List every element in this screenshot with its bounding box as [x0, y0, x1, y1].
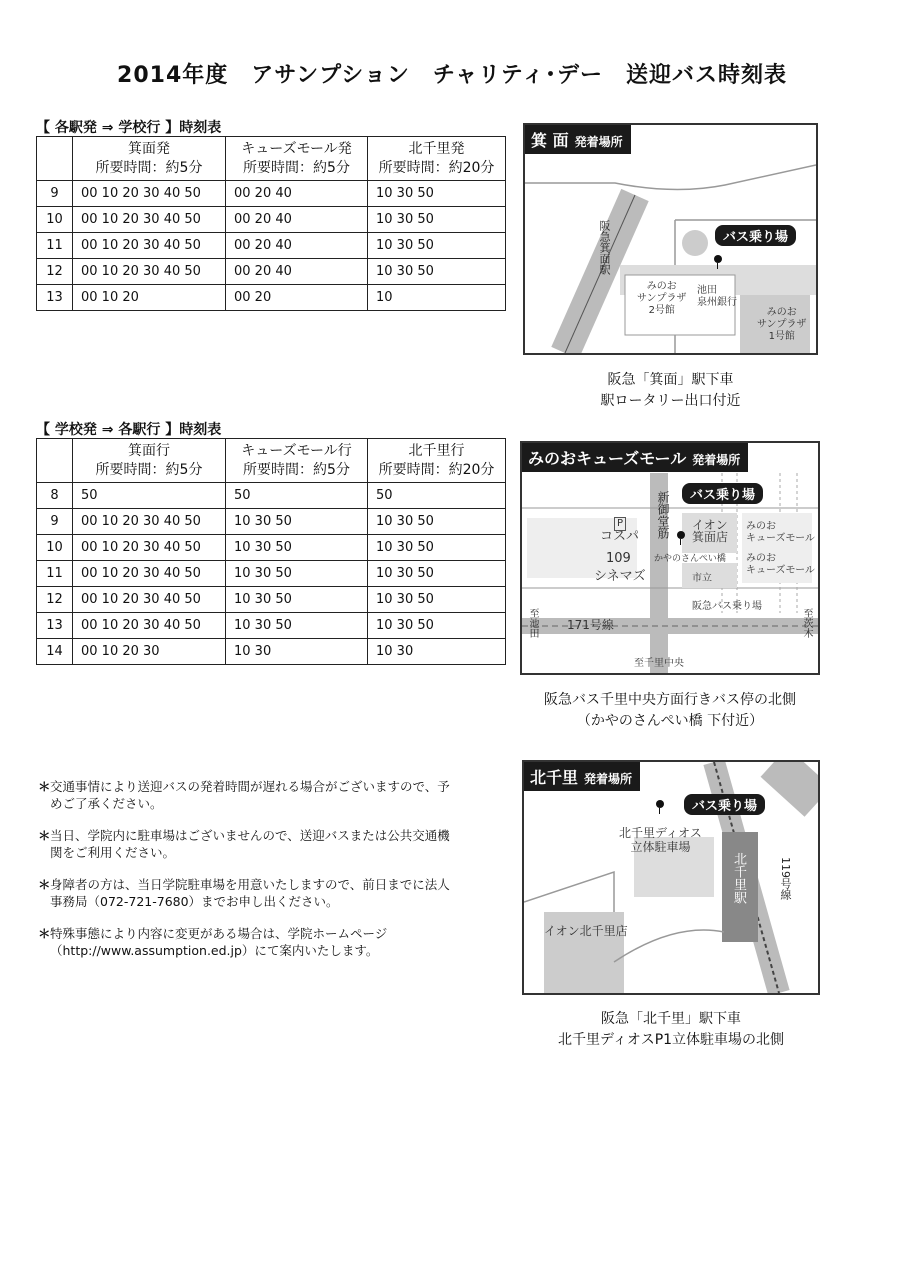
timetable-to-school: [36, 136, 506, 311]
station-label: 阪急箕面駅: [598, 220, 611, 275]
sunplaza1-label: みのお サンプラザ 1号館: [757, 307, 807, 342]
kitasenri-station-label: 北千里駅: [731, 852, 746, 904]
cospa-label: コスパ: [600, 529, 640, 544]
minoh-caption: 阪急「箕面」駅下車 駅ロータリー出口付近: [600, 372, 741, 409]
column-header: 箕面発 所要時間：約5分: [73, 137, 226, 181]
column-header: キューズモール行 所要時間：約5分: [226, 439, 368, 483]
aeon-kitasenri-label: イオン北千里店: [544, 924, 628, 938]
ibaraki-label: 至茨木: [801, 608, 812, 638]
column-header: 北千里発 所要時間：約20分: [368, 137, 506, 181]
qsmall-map-title: みのおキューズモール 発着場所: [522, 443, 748, 472]
table-row: 13 00 10 20 00 20 10: [37, 285, 506, 311]
bus-stop-pin-icon: [677, 531, 685, 539]
table-row: 8 50 50 50: [37, 483, 506, 509]
qsmall-caption: 阪急バス千里中央方面行きバス停の北側 （かやのさんぺい橋 下付近）: [544, 692, 796, 729]
table-header-row: [37, 137, 506, 181]
bus-stop-tag: バス乗り場: [682, 483, 763, 504]
bus-stop-tag: バス乗り場: [715, 225, 796, 246]
hankyu-bus-label: 阪急バス乗り場: [692, 601, 762, 612]
timetable-from-school: [36, 438, 506, 665]
bus-stop-tag: バス乗り場: [684, 794, 765, 815]
senri-label: 至千里中央: [634, 658, 684, 669]
kitasenri-map: [522, 760, 820, 995]
table-row: 9 00 10 20 30 40 50 10 30 50 10 30 50: [37, 509, 506, 535]
kitasenri-map-title: 北千里 発着場所: [524, 762, 640, 791]
note-item: ＊ 当日、学院内に駐車場はございませんので、送迎バスまたは公共交通機関をご利用ください。: [38, 828, 450, 860]
table-row: 14 00 10 20 30 10 30 10 30: [37, 639, 506, 665]
table-header-row: [37, 439, 506, 483]
parking-icon: P: [614, 517, 626, 531]
109-label: 109: [606, 551, 631, 566]
kitasenri-caption: 阪急「北千里」駅下車 北千里ディオスP1立体駐車場の北側: [557, 1011, 785, 1048]
route119-label: 119号線: [779, 857, 792, 900]
table-row: 13 00 10 20 30 40 50 10 30 50 10 30 50: [37, 613, 506, 639]
ikeda-label: 至池田: [527, 608, 538, 638]
sunplaza2-label: みのお サンプラザ 2号館: [637, 281, 687, 316]
column-header: 箕面行 所要時間：約5分: [73, 439, 226, 483]
minoh-map: [523, 123, 818, 355]
bank-label: 池田 泉州銀行: [697, 285, 737, 308]
bus-stop-pin-icon: [714, 255, 722, 263]
table-row: 11 00 10 20 30 40 50 10 30 50 10 30 50: [37, 561, 506, 587]
kitasenri-map-drawing: [524, 762, 818, 993]
bus-stop-pin-icon: [656, 800, 664, 808]
cinemas-label: シネマズ: [594, 569, 646, 584]
minoh-map-title: 箕 面 発着場所: [525, 125, 631, 154]
qsmall-map: [520, 441, 820, 675]
table-row: 10 00 10 20 30 40 50 00 20 40 10 30 50: [37, 207, 506, 233]
page-title: 2014年度 アサンプション チャリティ･デー 送迎バス時刻表: [117, 63, 787, 88]
note-item: ＊ 身障者の方は、当日学院駐車場を用意いたしますので、前日までに法人事務局（072-721-7680）までお申し出ください。: [38, 877, 450, 909]
timetable-to-school-label: 【 各駅発 ⇒ 学校行 】時刻表: [36, 120, 222, 136]
notes: [38, 778, 458, 974]
note-item: ＊ 交通事情により送迎バスの発着時間が遅れる場合がございますので、予めご了承ください。: [38, 779, 450, 811]
aeon-label: イオン 箕面店: [692, 518, 729, 544]
table-row: 12 00 10 20 30 40 50 10 30 50 10 30 50: [37, 587, 506, 613]
note-item: ＊ 特殊事態により内容に変更がある場合は、学院ホームページ（http://www.assumption.ed.jp）にて案内いたします。: [38, 926, 388, 958]
qsmall2-label: みのお キューズモール: [746, 553, 815, 576]
route171-label: 171号線: [567, 618, 614, 632]
city-label: 市立: [692, 573, 712, 584]
table-row: 9 00 10 20 30 40 50 00 20 40 10 30 50: [37, 181, 506, 207]
column-header: キューズモール発 所要時間：約5分: [226, 137, 368, 181]
kayano-label: かやのさんぺい橋: [654, 554, 726, 564]
column-header: 北千里行 所要時間：約20分: [368, 439, 506, 483]
dios-label: 北千里ディオス 立体駐車場: [619, 826, 702, 854]
table-row: 10 00 10 20 30 40 50 10 30 50 10 30 50: [37, 535, 506, 561]
timetable-from-school-label: 【 学校発 ⇒ 各駅行 】時刻表: [36, 422, 222, 438]
table-row: 12 00 10 20 30 40 50 00 20 40 10 30 50: [37, 259, 506, 285]
shinmido-label: 新御堂筋: [656, 491, 670, 539]
qsmall1-label: みのお キューズモール: [746, 521, 815, 544]
table-row: 11 00 10 20 30 40 50 00 20 40 10 30 50: [37, 233, 506, 259]
